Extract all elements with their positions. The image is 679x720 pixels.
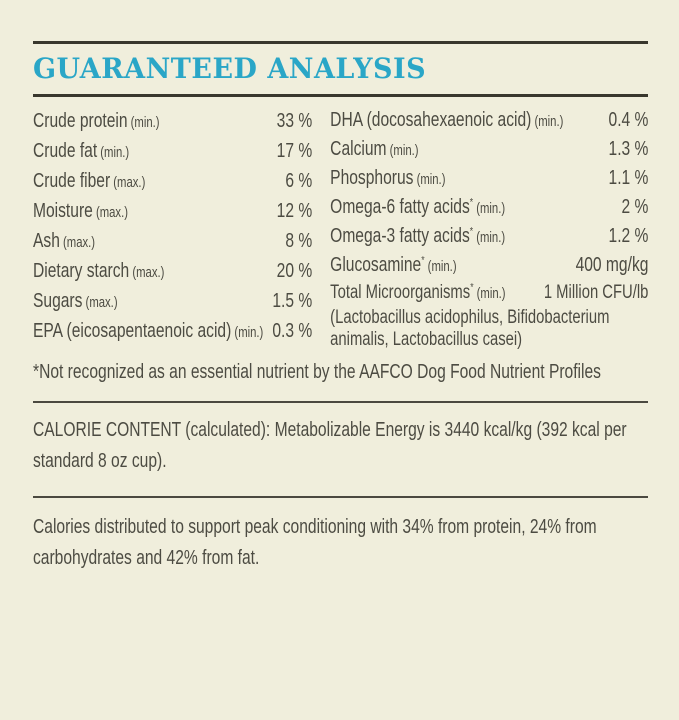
- nutrient-label: Omega-6 fatty acids* (min.): [330, 196, 506, 218]
- nutrient-label: Crude fiber (max.): [33, 170, 146, 192]
- guaranteed-analysis-panel: [0, 41, 679, 720]
- analysis-row: [33, 256, 312, 286]
- nutrient-qualifier: (min.): [130, 115, 160, 131]
- nutrient-qualifier: (min.): [476, 201, 506, 217]
- nutrient-label: Moisture (max.): [33, 200, 129, 222]
- analysis-row: [330, 222, 648, 251]
- analysis-row: [33, 226, 312, 256]
- nutrient-value: 0.3 %: [272, 320, 313, 342]
- nutrient-value: 2 %: [621, 196, 649, 218]
- nutrient-label: DHA (docosahexaenoic acid) (min.): [330, 109, 564, 131]
- footnote-asterisk: *: [470, 281, 474, 294]
- nutrient-qualifier: (max.): [113, 175, 146, 191]
- footnote-divider: [33, 401, 648, 403]
- analysis-row: [330, 106, 648, 135]
- page-title: GUARANTEED ANALYSIS: [33, 53, 427, 85]
- nutrient-value: 1.2 %: [608, 225, 649, 247]
- footnote-asterisk: *: [469, 225, 474, 238]
- nutrient-value: 17 %: [276, 140, 313, 162]
- analysis-row: [33, 196, 312, 226]
- analysis-row: [330, 164, 648, 193]
- nutrient-value: 12 %: [276, 200, 313, 222]
- analysis-row: [33, 106, 312, 136]
- analysis-row: [33, 166, 312, 196]
- nutrient-qualifier: (max.): [95, 205, 129, 221]
- calorie-distribution-text: Calories distributed to support peak conditioning with 34% from protein, 24% from carbohydrates and 42% from fat.: [33, 516, 597, 569]
- nutrient-label: Dietary starch (max.): [33, 260, 165, 282]
- nutrient-qualifier: (min.): [100, 145, 130, 161]
- footnote-asterisk: *: [421, 254, 425, 267]
- nutrient-qualifier: (min.): [534, 114, 564, 130]
- nutrient-value: 0.4 %: [608, 109, 649, 131]
- nutrient-value: 33 %: [276, 110, 313, 132]
- header-divider: [33, 94, 648, 97]
- analysis-row: [33, 286, 312, 316]
- nutrient-value: 20 %: [276, 260, 313, 282]
- analysis-row: [330, 251, 648, 280]
- nutrient-label: Ash (max.): [33, 230, 96, 252]
- microorganisms-species-note: (Lactobacillus acidophilus, Bifidobacterium animalis, Lactobacillus casei): [330, 307, 610, 350]
- nutrient-qualifier: (min.): [416, 172, 446, 188]
- nutrient-qualifier: (min.): [234, 325, 264, 341]
- calorie-divider: [33, 496, 648, 498]
- nutrient-value: 1.1 %: [608, 167, 649, 189]
- nutrient-qualifier: (max.): [132, 265, 165, 281]
- analysis-row: [330, 280, 648, 305]
- nutrient-label: Omega-3 fatty acids* (min.): [330, 225, 506, 247]
- calorie-content-text: CALORIE CONTENT (calculated): Metabolizable Energy is 3440 kcal/kg (392 kcal per standard 8 oz cup).: [33, 419, 627, 472]
- aafco-footnote: *Not recognized as an essential nutrient by the AAFCO Dog Food Nutrient Profiles: [33, 361, 601, 383]
- analysis-row: [330, 135, 648, 164]
- nutrient-qualifier: (max.): [85, 295, 118, 311]
- nutrient-value: 400 mg/kg: [575, 254, 649, 276]
- nutrient-qualifier: (min.): [476, 286, 506, 302]
- nutrient-label: Calcium (min.): [330, 138, 419, 160]
- nutrient-label: Crude fat (min.): [33, 140, 130, 162]
- nutrient-label: Crude protein (min.): [33, 110, 160, 132]
- analysis-row: [330, 193, 648, 222]
- nutrient-label: Sugars (max.): [33, 290, 118, 312]
- nutrient-label: Total Microorganisms* (min.): [330, 281, 506, 303]
- nutrient-value: 1 Million CFU/lb: [543, 282, 649, 303]
- right-rows: [330, 106, 648, 305]
- analysis-row: [33, 136, 312, 166]
- analysis-table: [33, 106, 648, 351]
- analysis-row: [33, 316, 312, 346]
- nutrient-qualifier: (min.): [427, 259, 457, 275]
- nutrient-label: Glucosamine* (min.): [330, 254, 457, 276]
- nutrient-label: Phosphorus (min.): [330, 167, 446, 189]
- nutrient-value: 1.5 %: [272, 290, 313, 312]
- header: [33, 44, 648, 94]
- nutrient-qualifier: (min.): [476, 230, 506, 246]
- nutrient-qualifier: (min.): [389, 143, 419, 159]
- nutrient-value: 1.3 %: [608, 138, 649, 160]
- analysis-column-left: [33, 106, 312, 351]
- nutrient-value: 6 %: [285, 170, 313, 192]
- analysis-column-right: [330, 106, 648, 351]
- nutrient-qualifier: (max.): [63, 235, 96, 251]
- nutrient-value: 8 %: [285, 230, 313, 252]
- nutrient-label: EPA (eicosapentaenoic acid) (min.): [33, 320, 264, 342]
- footnote-asterisk: *: [469, 196, 474, 209]
